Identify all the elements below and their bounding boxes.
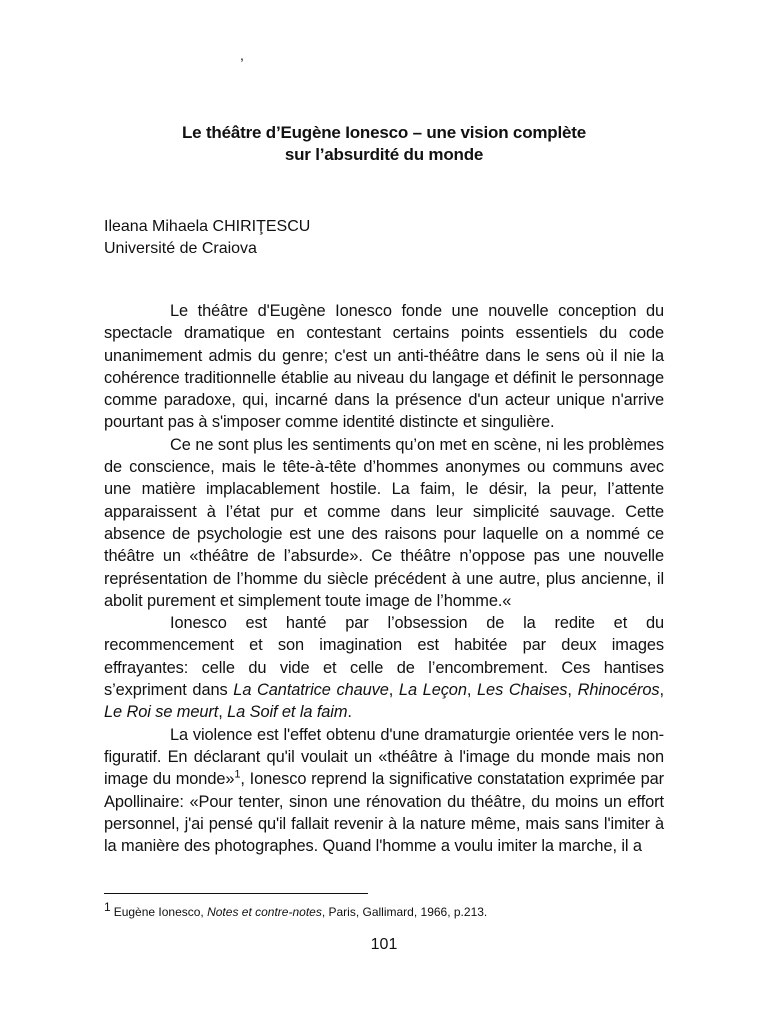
footnote-work: Notes et contre-notes (207, 905, 322, 919)
work-title: Les Chaises (477, 681, 568, 700)
work-separator: , (466, 681, 478, 700)
article-body (104, 300, 664, 857)
author-affiliation: Université de Craiova (104, 240, 257, 257)
paragraph-4 (104, 724, 664, 858)
paragraph-1: Le théâtre d'Eugène Ionesco fonde une nouvelle conception du spectacle dramatique en contestant certains points essentiels du code unanimement admis du genre; c'est un anti-théâtre dans le sens où il nie la cohérence traditionnelle établie au niveau du langage et définit le personnage comme paradoxe, qui, incarné dans la présence d'un acteur unique n'arrive pourtant pas à s'imposer comme identité distincte et singulière. (104, 302, 664, 432)
work-separator: , (388, 681, 399, 700)
author-block (104, 216, 310, 260)
work-separator: . (347, 703, 352, 722)
footnote-separator (104, 893, 368, 894)
paragraph-4-text-before: La violence est l'effet obtenu d'une dramaturgie orientée vers le non-figuratif. En déclarant qu'il voulait un «théâtre à l'image du monde mais non image du monde» (104, 725, 664, 789)
author-name: Ileana Mihaela CHIRIŢESCU (104, 218, 311, 235)
paragraph-2: Ce ne sont plus les sentiments qu’on met en scène, ni les problèmes de conscience, mais le tête-à-tête d’hommes anonymes ou communs avec une matière implacablement hostile. La faim, le désir, la peur, l’attente apparaissent à l’état pur et comme dans leur simplicité sauvage. Cette absence de psychologie est une des raisons pour laquelle on a nommé ce théâtre un «théâtre de l’absurde». Ce théâtre n’oppose pas une nouvelle représentation de l’homme du siècle précédent à une autre, plus ancienne, il abolit purement et simplement toute image de l’homme.« (104, 435, 664, 610)
title-line-1: Le théâtre d’Eugène Ionesco – une vision complète (182, 123, 586, 142)
paragraph-4-text-after: , Ionesco reprend la significative constatation exprimée par Apollinaire: «Pour tenter, sinon une rénovation du théâtre, du moins un effort personnel, j'ai pensé qu'il fallait revenir à la nature même, mais sans l'imiter à la manière des photographes. Quand l'homme a voulu imiter la marche, il a (104, 770, 664, 856)
work-title: La Leçon (398, 681, 467, 700)
work-title: La Soif et la faim (227, 703, 348, 722)
footnote-author: Eugène Ionesco, (113, 905, 208, 919)
title-line-2: sur l’absurdité du monde (284, 145, 484, 164)
work-separator: , (567, 681, 578, 700)
work-title: La Cantatrice chauve (233, 681, 389, 700)
paragraph-3 (104, 612, 664, 723)
footnote-reference[interactable]: 1 (234, 768, 241, 781)
footnote-details: , Paris, Gallimard, 1966, p.213. (321, 905, 488, 919)
work-title: Rhinocéros (577, 681, 660, 700)
work-separator: , (218, 703, 228, 722)
stray-mark: , (240, 47, 244, 63)
work-title: Le Roi se meurt (104, 703, 219, 722)
work-separator: , (659, 681, 664, 700)
article-title (104, 122, 664, 166)
footnote-number: 1 (104, 900, 111, 914)
paragraph-3-text: Ionesco est hanté par l’obsession de la redite et du recommencement et son imagination est habitée par deux images effrayantes: celle du vide et celle de l’encombrement. Ces hantises s’expriment dans (104, 614, 664, 700)
page-number: 101 (370, 936, 398, 953)
footnote (104, 900, 664, 920)
